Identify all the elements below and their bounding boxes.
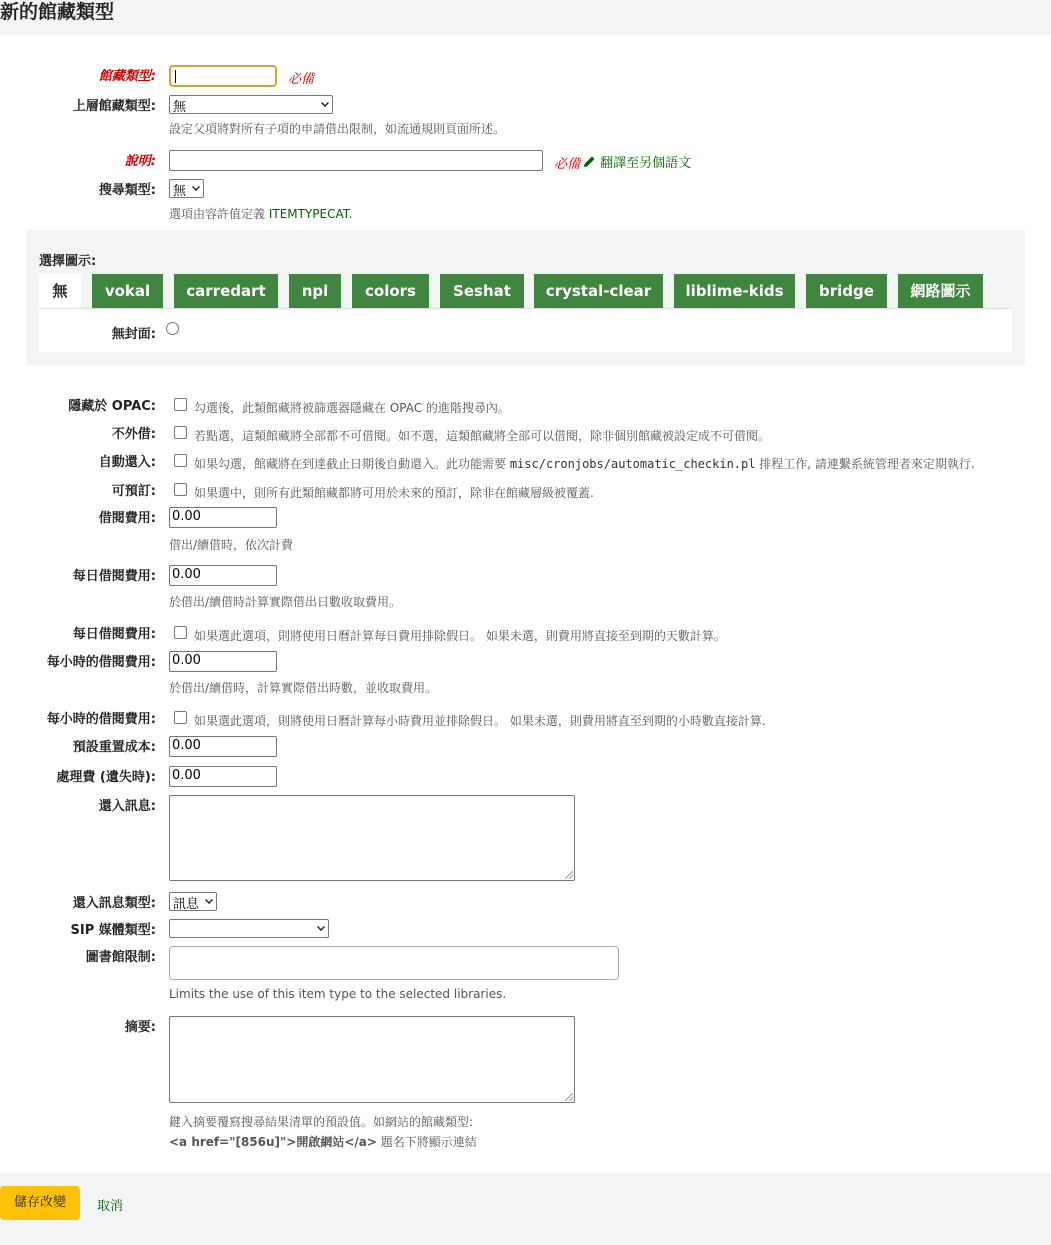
summary-hint-code: <a href="[856u]">開啟網站</a> [169,1135,377,1149]
checkin-type-row [0,891,1051,913]
parent-select-value: 無 [173,100,187,115]
pencil-icon [583,155,596,168]
bookable-text: 如果選中，則所有此類館藏都將可用於未來的預訂，除非在館藏層級被覆蓋. [194,486,594,500]
hide-opac-row [0,395,1051,417]
hourly-calendar-row [0,708,1051,730]
notforloan-text: 若點選，這類館藏將全部都不可借閱。如不選，這類館藏將全部可以借閱，除非個別館藏被設定成不可借閱。 [194,429,771,443]
daily-calendar-row [0,623,1051,645]
parent-row [0,94,1051,136]
tab-vokal[interactable]: vokal [92,274,163,309]
cancel-link[interactable]: 取消 [97,1199,124,1214]
summary-label: 摘要: [124,1020,156,1035]
bookable-row [0,480,1051,502]
searchcategory-hint [169,205,353,222]
hourly-calendar-checkbox[interactable] [174,711,187,724]
daily-calendar-label: 每日借閱費用: [72,627,156,642]
checkin-message-textarea[interactable] [169,795,575,881]
checkin-type-select[interactable] [169,892,217,911]
rentalcharge-daily-hint: 於借出/續借時計算實際借出日數收取費用。 [169,595,402,609]
page-title: 新的館藏類型 [0,1,115,23]
summary-row [0,1015,1051,1150]
rentalcharge-row [0,506,1051,552]
daily-calendar-checkbox[interactable] [174,626,187,639]
tab-crystal-clear[interactable]: crystal-clear [534,274,663,309]
rentalcharge-daily-label: 每日借閱費用: [72,569,156,584]
description-row [0,149,1051,173]
description-input[interactable] [169,150,543,171]
hint-suffix: . [348,207,353,221]
itemtype-row [0,64,1051,88]
tab-bridge[interactable]: bridge [806,274,887,309]
parent-label: 上層館藏類型: [72,99,156,114]
hide-opac-checkbox[interactable] [174,398,187,411]
bookable-label: 可預訂: [111,484,156,499]
icon-tab-panel [39,308,1012,352]
checkin-message-label: 還入訊息: [98,799,156,814]
itemtypecat-link[interactable]: ITEMTYPECAT [268,207,349,221]
searchcategory-row [0,178,1051,220]
hourly-calendar-text: 如果選此選項，則將使用日曆計算每小時費用並排除假日。 如果未選，則費用將直至到期的小時數直接計算. [194,714,766,728]
rentalcharge-daily-input[interactable]: 0.00 [169,565,277,586]
processfee-label: 處理費 (遺失時): [56,770,156,785]
auto-checkin-row [0,451,1051,473]
parent-hint: 設定父項將對所有子項的申請借出限制，如流通規則頁面所述。 [169,122,506,136]
searchcategory-select[interactable] [169,179,204,198]
rentalcharge-daily-row [0,564,1051,610]
itemtype-label: 館藏類型: [98,69,156,84]
icon-chooser [26,230,1025,365]
rentalcharge-hourly-hint: 於借出/續借時，計算實際借出時數，並收取費用。 [169,681,438,695]
parent-select[interactable] [169,95,333,114]
summary-textarea[interactable] [169,1016,575,1103]
rentalcharge-hourly-row [0,650,1051,696]
resize-handle[interactable] [565,871,573,879]
tab-carredart[interactable]: carredart [174,274,278,309]
tab-liblime-kids[interactable]: liblime-kids [674,274,795,309]
checkin-message-row [0,794,1051,882]
hide-opac-label: 隱藏於 OPAC: [68,399,156,414]
auto-checkin-code: misc/cronjobs/automatic_checkin.pl [509,457,756,471]
rentalcharge-label: 借閱費用: [98,511,156,526]
tab-npl[interactable]: npl [289,274,341,309]
hourly-calendar-label: 每小時的借閱費用: [46,712,156,727]
searchcategory-select-value: 無 [173,184,187,199]
sip-media-row [0,918,1051,940]
tab-none[interactable]: 無 [39,274,81,309]
form-footer [0,1173,1051,1245]
branches-label: 圖書館限制: [85,950,156,965]
required-tag: 必備 [288,72,315,87]
chevron-down-icon [205,896,213,904]
no-image-radio[interactable] [166,322,179,335]
tab-web-icons[interactable]: 網路圖示 [898,274,983,309]
resize-handle[interactable] [565,1093,573,1101]
notforloan-row [0,423,1051,445]
required-tag: 必備 [554,157,581,172]
notforloan-checkbox[interactable] [174,426,187,439]
no-image-label: 無封面: [111,327,156,342]
auto-checkin-text-before: 如果勾選，館藏將在到達截止日期後自動還入。此功能需要 [194,457,510,471]
searchcategory-label: 搜尋類型: [98,183,156,198]
sip-media-select[interactable] [169,919,329,938]
save-button[interactable]: 儲存改變 [0,1186,80,1220]
chevron-down-icon [321,99,329,107]
translate-link[interactable] [583,152,691,171]
text-cursor [175,70,176,83]
chevron-down-icon [192,183,200,191]
auto-checkin-text-after: 排程工作, 請連繫系統管理者來定期執行. [755,457,975,471]
rentalcharge-hourly-input[interactable]: 0.00 [169,651,277,672]
replacecost-label: 預設重置成本: [72,740,156,755]
notforloan-label: 不外借: [111,427,156,442]
processfee-row [0,765,1051,789]
description-label: 說明: [124,154,156,169]
branches-hint: Limits the use of this item type to the selected libraries. [169,987,507,1001]
auto-checkin-label: 自動還入: [98,455,156,470]
checkin-type-label: 還入訊息類型: [72,896,156,911]
daily-calendar-text: 如果選此選項，則將使用日曆計算每日費用排除假日。 如果未選，則費用將直接至到期的天數計算。 [194,629,726,643]
hide-opac-text: 勾選後，此類館藏將被篩選器隱藏在 OPAC 的進階搜尋內。 [194,401,510,415]
rentalcharge-hint: 借出/續借時，依次計費 [169,538,294,552]
auto-checkin-text [194,455,975,472]
branches-row [0,945,1051,1003]
tab-seshat[interactable]: Seshat [440,274,524,309]
checkin-type-value: 訊息 [173,897,200,912]
rentalcharge-input[interactable]: 0.00 [169,507,277,528]
summary-hint: 鍵入摘要覆寫搜尋結果清單的預設值。如網站的館藏類型: [169,1115,474,1129]
bookable-checkbox[interactable] [174,483,187,496]
replacecost-input[interactable]: 0.00 [169,736,277,757]
itemtype-input[interactable] [169,65,277,87]
replacecost-row [0,735,1051,759]
auto-checkin-checkbox[interactable] [174,454,187,467]
icon-chooser-title: 選擇圖示: [39,254,97,269]
translate-link-label: 翻譯至另個語文 [600,156,692,171]
summary-hint-text: 題名下將顯示連結 [376,1135,477,1149]
sip-media-label: SIP 媒體類型: [70,923,156,938]
hint-prefix: 選項由容許值定義 [169,207,269,221]
tab-colors[interactable]: colors [352,274,429,309]
summary-hint-example [169,1133,477,1150]
chevron-down-icon [317,923,325,931]
processfee-input[interactable]: 0.00 [169,766,277,787]
branches-multiselect[interactable] [169,946,619,980]
page-header [0,0,1051,35]
rentalcharge-hourly-label: 每小時的借閱費用: [46,655,156,670]
